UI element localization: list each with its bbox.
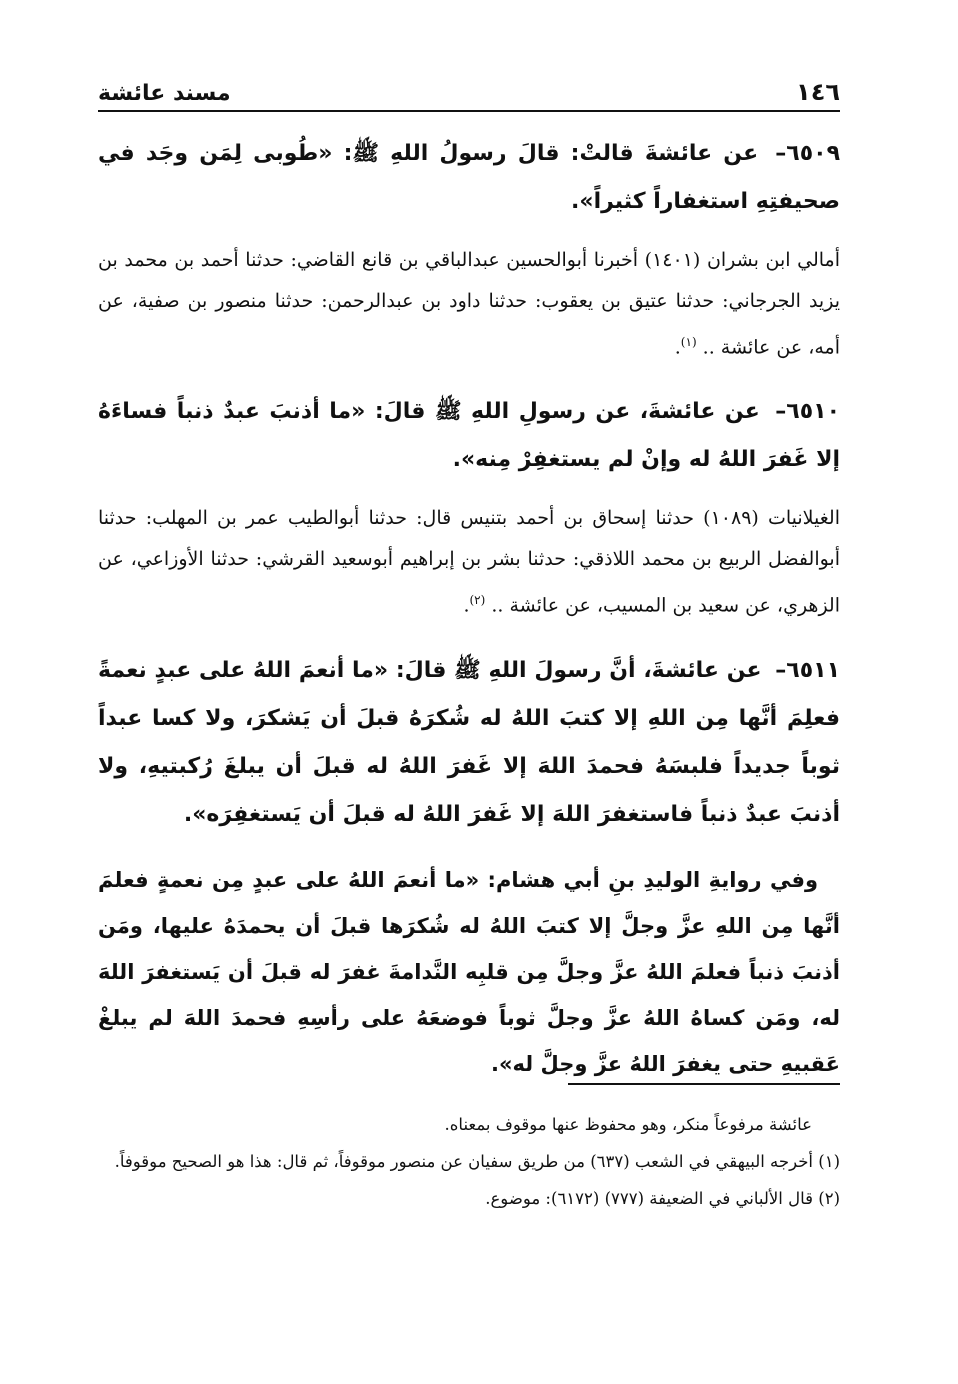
source-text: أمالي ابن بشران (١٤٠١) أخبرنا أبوالحسين عبدالباقي بن قانع القاضي: حدثنا أحمد بن محمد بن يزيد الجرجاني: حدثنا عتيق بن يعقوب: حدثنا داود بن عبدالرحمن: حدثنا منصور بن صفية، عن أمه، عن عائشة .. (98, 249, 841, 359)
hadith-text: عن عائشةَ قالتْ: قالَ رسولُ اللهِ ﷺ: «طُوبى لِمَن وجَد في صحيفتِهِ استغفاراً كثيراً». (98, 141, 840, 214)
hadith-source: أمالي ابن بشران (١٤٠١) أخبرنا أبوالحسين عبدالباقي بن قانع القاضي: حدثنا أحمد بن محمد بن يزيد الجرجاني: حدثنا عتيق بن يعقوب: حدثنا داود بن عبدالرحمن: حدثنا منصور بن صفية، عن أمه، عن عائشة .. $^{(١)}$. (98, 249, 841, 359)
hadith-6509 (98, 130, 840, 226)
footnotes (98, 1108, 840, 1219)
footnote-1: (١) أخرجه البيهقي في الشعب (٦٣٧) من طريق سفيان عن منصور موقوفاً، ثم قال: هذا هو الصحيح موقوفاً. (114, 1152, 840, 1171)
riwaya-text: وفي روايةِ الوليدِ بنِ أبي هشام: «ما أنعمَ اللهُ على عبدٍ مِن نعمةٍ فعلمَ أنَّها مِن اللهِ عزَّ وجلَّ إلا كتبَ اللهُ له شُكرَها قبلَ أن يحمدَهُ عليها، ومَن أذنبَ ذنباً فعلمَ اللهُ عزَّ وجلَّ مِن قلبِه النَّدامةَ غفرَ له قبلَ أن يَستغفرَ اللهَ له، ومَن كساهُ اللهُ عزَّ وجلَّ ثوباً فوضعَهُ على رأسِهِ فحمدَ اللهَ لم يبلغْ عَقبيهِ حتى يغفرَ اللهُ عزَّ وجلَّ له». (98, 867, 840, 1076)
footnote-ref: (٢) (469, 593, 486, 608)
hadith-number: ٦٥١٠– (775, 399, 840, 425)
hadith-6510 (98, 388, 840, 484)
footnote-divider (568, 1083, 840, 1085)
main-text (98, 130, 840, 1087)
footnote-2: (٢) قال الألباني في الضعيفة (٧٧٧) (٦١٧٢): موضوع. (485, 1189, 840, 1208)
source-text: الغيلانيات (١٠٨٩) حدثنا إسحاق بن أحمد بتنيس قال: حدثنا أبوالطيب عمر بن المهلب: حدثنا أبوالفضل الربيع بن محمد اللاذقي: حدثنا بشر بن إبراهيم أبوسعيد القرشي: حدثنا الأوزاعي، عن الزهري، عن سعيد بن المسيب، عن عائشة .. (98, 507, 840, 617)
running-title: مسند عائشة (98, 81, 231, 106)
hadith-source: الغيلانيات (١٠٨٩) حدثنا إسحاق بن أحمد بتنيس قال: حدثنا أبوالطيب عمر بن المهلب: حدثنا أبوالفضل الربيع بن محمد اللاذقي: حدثنا بشر بن إبراهيم أبوسعيد القرشي: حدثنا الأوزاعي، عن الزهري، عن سعيد بن المسيب، عن عائشة .. $^{(٢)}$. (98, 507, 840, 617)
hadith-number: ٦٥٠٩– (775, 141, 840, 166)
page-number: ١٤٦ (796, 78, 840, 106)
hadith-text: عن عائشةَ، أنَّ رسولَ اللهِ ﷺ قالَ: «ما أنعمَ اللهُ على عبدٍ نعمةً فعلِمَ أنَّها مِن اللهِ إلا كتبَ اللهُ له شُكرَهُ قبلَ أن يَشكرَ، ولا كسا عبداً ثوباً جديداً فلبسَهُ فحمدَ اللهَ إلا غَفرَ اللهُ له قبلَ أن يبلغَ رُكبتيهِ، ولا أذنبَ عبدٌ ذنباً فاستغفرَ اللهَ إلا غَفرَ اللهُ له قبلَ أن يَستغفِرَه». (98, 657, 840, 827)
footnote-continuation: عائشة مرفوعاً منكر، وهو محفوظ عنها موقوف بمعناه. (444, 1115, 812, 1134)
hadith-text: عن عائشةَ، عن رسولِ اللهِ ﷺ قالَ: «ما أذنبَ عبدٌ ذنباً فساءَهُ إلا غَفرَ اللهُ له وإنْ لم يستغفِرْ مِنه». (98, 399, 840, 473)
hadith-6511 (98, 647, 840, 839)
page-header (98, 72, 840, 112)
footnote-ref: (١) (680, 335, 697, 349)
hadith-number: ٦٥١١– (775, 657, 840, 683)
